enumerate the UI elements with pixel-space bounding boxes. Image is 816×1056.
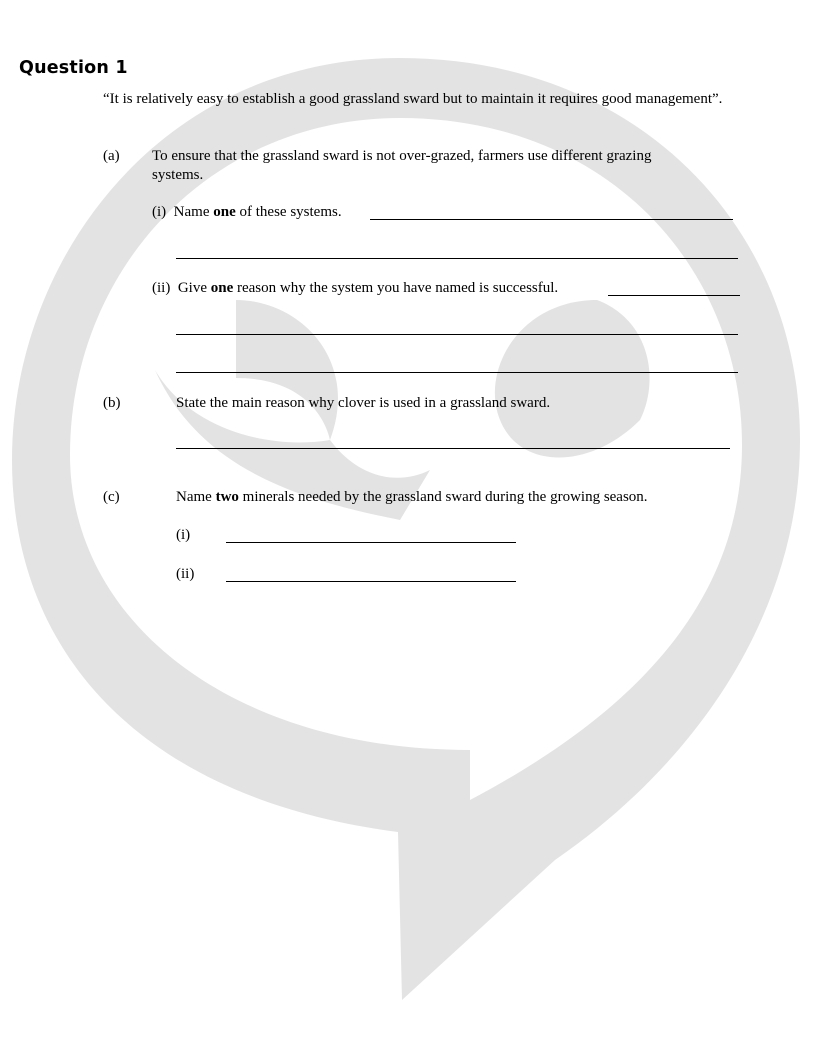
watermark-right-eye [495, 300, 650, 458]
part-a-i-pre: Name [173, 204, 214, 220]
part-a-prompt-line1: To ensure that the grassland sward is not over-grazed, farmers use different grazing [152, 148, 652, 164]
part-c-pre: Name [176, 489, 216, 505]
answer-line-c-ii[interactable] [226, 581, 516, 582]
answer-line-a-i-1[interactable] [370, 219, 733, 220]
watermark-left-eye [236, 300, 338, 440]
question-heading: Question 1 [19, 58, 128, 78]
part-a-i-question [152, 203, 342, 222]
part-a-i-label: (i) [152, 204, 167, 220]
intro-quote: “It is relatively easy to establish a good grassland sward but to maintain it requires good management”. [103, 91, 723, 107]
answer-line-a-ii-1[interactable] [608, 295, 740, 296]
part-c-bold: two [215, 489, 239, 505]
answer-line-a-ii-3[interactable] [176, 372, 738, 373]
part-c-ii-label: (ii) [176, 566, 195, 582]
answer-line-b-1[interactable] [176, 448, 730, 449]
part-a-ii-pre: Give [177, 280, 211, 296]
part-a-ii-question [152, 279, 558, 298]
part-a-ii-label: (ii) [152, 280, 171, 296]
part-a-label: (a) [103, 148, 120, 164]
part-a-ii-post: reason why the system you have named is successful. [233, 280, 559, 296]
answer-line-a-ii-2[interactable] [176, 334, 738, 335]
part-a-ii-bold: one [210, 280, 234, 296]
watermark-outer-shape [12, 58, 800, 1000]
answer-line-c-i[interactable] [226, 542, 516, 543]
part-a-i-bold: one [213, 204, 236, 220]
part-b-label: (b) [103, 395, 121, 411]
part-c-label: (c) [103, 489, 120, 505]
answer-line-a-i-2[interactable] [176, 258, 738, 259]
part-c-i-label: (i) [176, 527, 191, 543]
part-c-prompt [176, 488, 648, 507]
part-b-prompt: State the main reason why clover is used in a grassland sward. [176, 395, 551, 411]
part-c-post: minerals needed by the grassland sward during the growing season. [238, 489, 648, 505]
part-a-i-post: of these systems. [235, 204, 342, 220]
part-a-prompt-line2: systems. [152, 167, 204, 183]
